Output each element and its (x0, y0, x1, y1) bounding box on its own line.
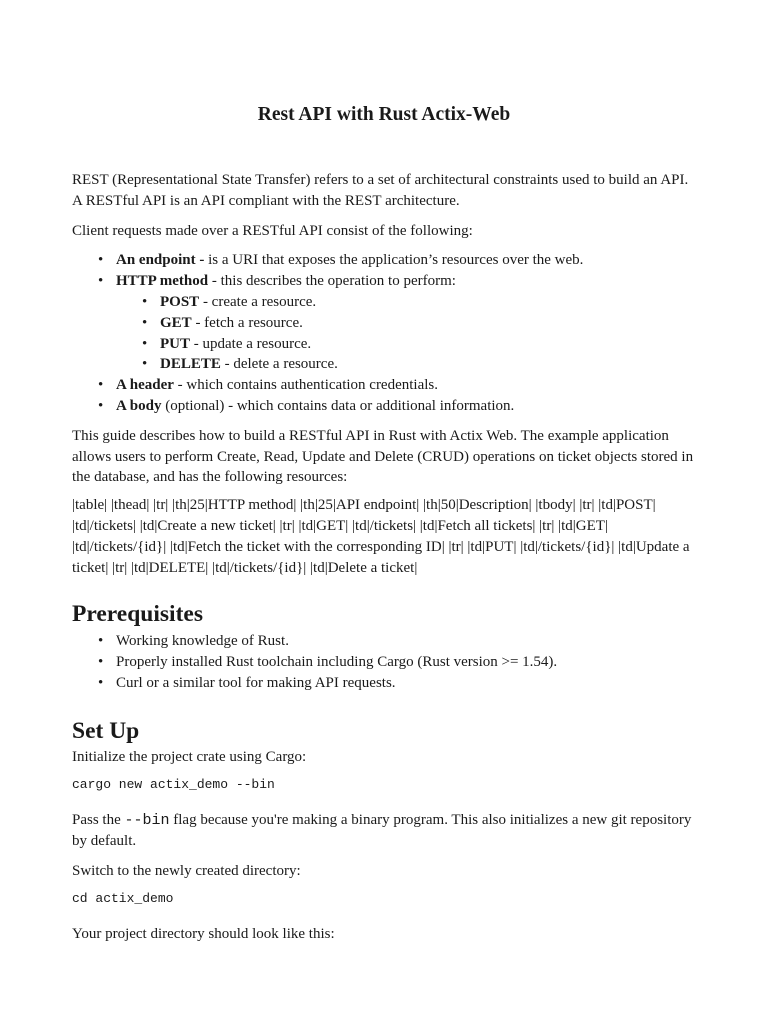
prerequisites-heading: Prerequisites (72, 601, 203, 628)
bin-flag-paragraph (72, 810, 696, 853)
method-name: PUT (160, 335, 190, 352)
list-item-term: HTTP method (116, 273, 209, 290)
client-requests-paragraph: Client requests made over a RESTful API consist of the following: (72, 222, 473, 239)
prerequisites-list (72, 631, 696, 693)
method-description: - create a resource. (199, 293, 317, 310)
rest-definition-paragraph: REST (Representational State Transfer) refers to a set of architectural constraints used to build an API. A RESTful API is an API compliant with the REST architecture. (72, 172, 689, 209)
bin-flag-inline-code: --bin (124, 811, 170, 829)
list-item (116, 334, 696, 355)
method-name: GET (160, 314, 192, 331)
bullet-glyph: • (98, 252, 104, 269)
list-item (116, 292, 696, 313)
bin-flag-text-after: flag because you're making a binary program. This also initializes a new git repository by default. (72, 811, 692, 850)
init-paragraph: Initialize the project crate using Cargo: (72, 748, 307, 765)
list-item-text: Working knowledge of Rust. (116, 633, 289, 650)
request-components-list (72, 250, 696, 416)
init-code-block: cargo new actix_demo --bin (72, 776, 275, 792)
bullet-glyph: • (98, 377, 104, 394)
list-item-term: A body (116, 397, 162, 414)
list-item-text: Curl or a similar tool for making API requests. (116, 674, 396, 691)
guide-paragraph: This guide describes how to build a RESTful API in Rust with Actix Web. The example application allows users to perform Create, Read, Update and Delete (CRUD) operations on ticket objects stored in the database, and has the following resources: (72, 427, 694, 486)
cd-code-block: cd actix_demo (72, 890, 174, 906)
list-item (116, 313, 696, 334)
list-item-text: Properly installed Rust toolchain including Cargo (Rust version >= 1.54). (116, 654, 558, 671)
list-item-text: (optional) - which contains data or additional information. (161, 397, 515, 414)
list-item-text: is a URI that exposes the application’s resources over the web. (204, 252, 584, 269)
switch-directory-paragraph: Switch to the newly created directory: (72, 863, 301, 880)
list-item-term: An endpoint - (116, 252, 205, 269)
method-description: - update a resource. (190, 335, 312, 352)
bullet-glyph: • (98, 273, 104, 290)
list-item (72, 652, 696, 673)
list-item-term: A header (116, 377, 174, 394)
bullet-glyph: • (142, 293, 148, 310)
bullet-glyph: • (142, 335, 148, 352)
list-item (72, 396, 696, 417)
list-item-text: - which contains authentication credentials. (173, 377, 438, 394)
project-directory-paragraph: Your project directory should look like this: (72, 925, 335, 942)
method-name: DELETE (160, 356, 221, 373)
method-description: - delete a resource. (220, 356, 338, 373)
bullet-glyph: • (98, 633, 104, 650)
bullet-glyph: • (142, 314, 148, 331)
http-methods-list (116, 292, 696, 375)
bullet-glyph: • (98, 397, 104, 414)
bullet-glyph: • (142, 356, 148, 373)
method-description: - fetch a resource. (191, 314, 303, 331)
bin-flag-text-before: Pass the (72, 811, 125, 828)
method-name: POST (160, 293, 200, 310)
list-item (116, 354, 696, 375)
document-title: Rest API with Rust Actix-Web (257, 104, 511, 125)
table-markup-paragraph: |table| |thead| |tr| |th|25|HTTP method| |th|25|API endpoint| |th|50|Description| |tbody| |tr| |td|POST| |td|/tickets| |td|Create a new ticket| |tr| |td|GET| |td|/tickets| |td|Fetch all tickets| |tr| |td|GET| |td|/tickets/{id}| |td|Fetch the ticket with the corresponding ID| |tr| |td|PUT| |td|/tickets/{id}| |td|Update a ticket| |tr| |td|DELETE| |td|/tickets/{id}| |td|Delete a ticket| (72, 497, 690, 576)
bullet-glyph: • (98, 674, 104, 691)
list-item (72, 375, 696, 396)
list-item (72, 673, 696, 694)
list-item (72, 271, 696, 375)
list-item-text: - this describes the operation to perform: (208, 273, 456, 290)
bullet-glyph: • (98, 654, 104, 671)
list-item (72, 631, 696, 652)
list-item (72, 250, 696, 271)
setup-heading: Set Up (72, 717, 140, 744)
